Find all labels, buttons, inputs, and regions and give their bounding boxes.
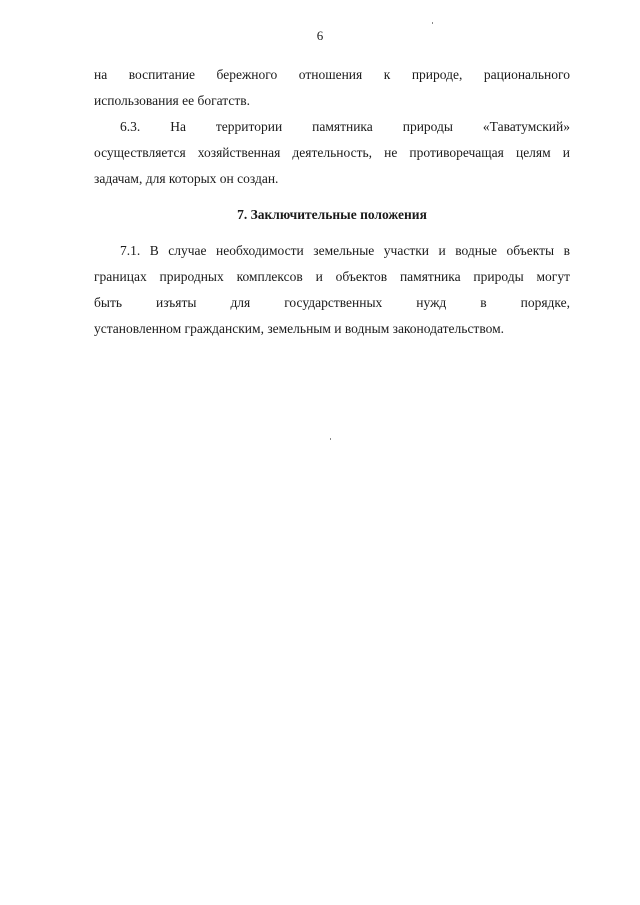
text-line: границах природных комплексов и объектов памятника природы могут: [94, 269, 570, 284]
text-line: 7.1. В случае необходимости земельные участки и водные объекты в: [120, 243, 570, 258]
text-line: быть изъяты для государственных нужд в порядке,: [94, 295, 570, 310]
paragraph-6-2-continuation: [94, 62, 570, 114]
paragraph-7-1: [94, 238, 570, 342]
section-heading: 7. Заключительные положения: [237, 207, 427, 222]
document-body: [94, 62, 570, 342]
text-line: задачам, для которых он создан.: [94, 171, 279, 186]
page-number: 6: [316, 28, 324, 43]
scan-speck: [432, 22, 433, 24]
text-line: осуществляется хозяйственная деятельность, не противоречащая целям и: [94, 145, 570, 160]
text-line: использования ее богатств.: [94, 93, 250, 108]
scan-speck: [330, 438, 331, 440]
paragraph-6-3: [94, 114, 570, 192]
text-line: установленном гражданским, земельным и водным законодательством.: [94, 321, 505, 336]
text-line: на воспитание бережного отношения к природе, рационального: [94, 67, 570, 82]
text-line: 6.3. На территории памятника природы «Таватумский»: [120, 119, 570, 134]
